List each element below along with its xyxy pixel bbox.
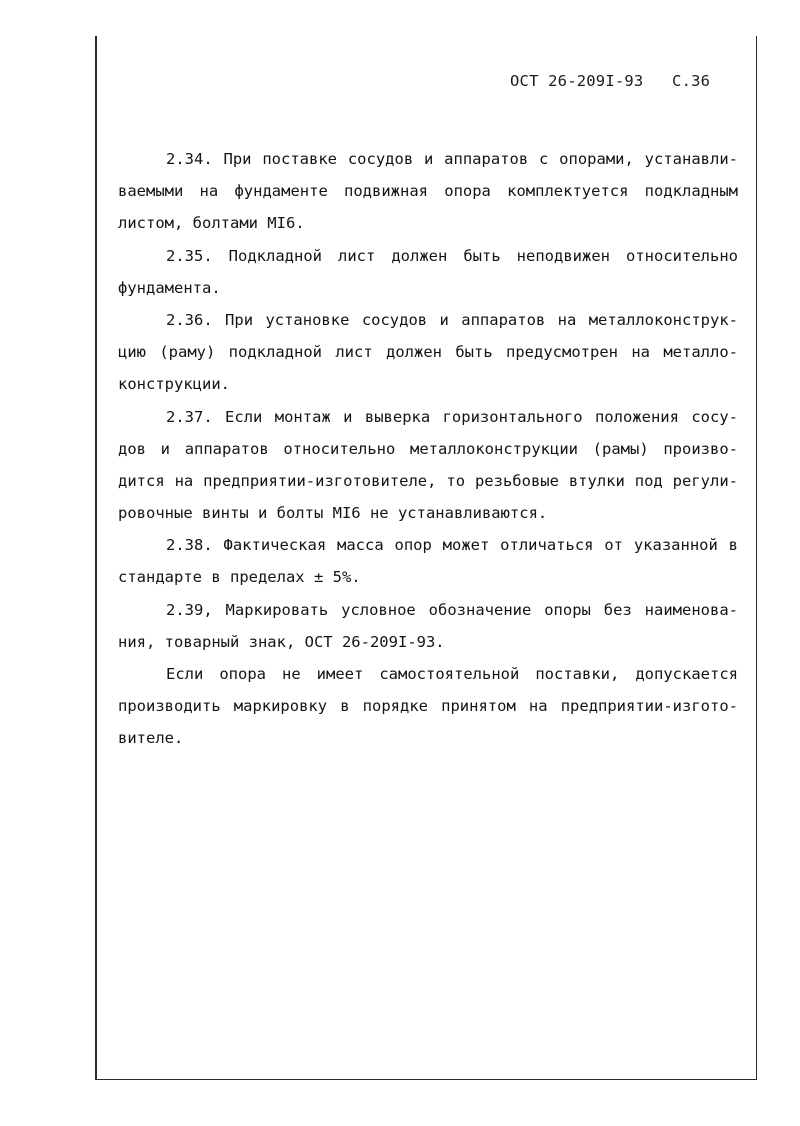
paragraph-line: 2.35. Подкладной лист должен быть неподвижен относительно xyxy=(166,246,738,265)
paragraph-marking-note xyxy=(118,658,738,755)
paragraph-2-37 xyxy=(118,401,738,530)
paragraph-line: стандарте в пределах ± 5%. xyxy=(118,568,361,587)
document-reference: ОСТ 26-209I-93 С.36 xyxy=(510,72,711,90)
paragraph-line: дов и аппаратов относительно металлоконструкции (рамы) произво- xyxy=(118,439,738,458)
paragraph-line: вителе. xyxy=(118,729,184,748)
paragraph-2-35 xyxy=(118,240,738,304)
paragraph-line: Если опора не имеет самостоятельной поставки, допускается xyxy=(166,665,738,683)
paragraph-line: 2.39, Маркировать условное обозначение опоры без наименова- xyxy=(166,600,738,619)
paragraph-line: 2.37. Если монтаж и выверка горизонтального положения сосу- xyxy=(166,407,738,426)
paragraph-line: 2.34. При поставке сосудов и аппаратов с опорами, устанавли- xyxy=(166,150,738,168)
paragraph-2-36 xyxy=(118,304,738,401)
paragraph-line: дится на предприятии-изготовителе, то резьбовые втулки под регули- xyxy=(118,471,738,490)
paragraph-2-39 xyxy=(118,594,738,658)
paragraph-line: листом, болтами МI6. xyxy=(118,214,305,233)
paragraph-line: ровочные винты и болты МI6 не устанавливаются. xyxy=(118,504,548,523)
paragraph-line: 2.38. Фактическая масса опор может отличаться от указанной в xyxy=(166,536,738,555)
paragraph-line: конструкции. xyxy=(118,375,230,394)
paragraph-2-34 xyxy=(118,143,738,240)
paragraph-2-38 xyxy=(118,529,738,593)
paragraph-line: производить маркировку в порядке принятом на предприятии-изгото- xyxy=(118,697,738,716)
paragraph-line: ваемыми на фундаменте подвижная опора комплектуется подкладным xyxy=(118,182,738,201)
document-body xyxy=(118,143,738,755)
paragraph-line: 2.36. При установке сосудов и аппаратов на металлоконструк- xyxy=(166,310,738,329)
paragraph-line: цию (раму) подкладной лист должен быть предусмотрен на металло- xyxy=(118,343,738,362)
paragraph-line: ния, товарный знак, ОСТ 26-209I-93. xyxy=(118,632,445,651)
paragraph-line: фундамента. xyxy=(118,278,221,297)
